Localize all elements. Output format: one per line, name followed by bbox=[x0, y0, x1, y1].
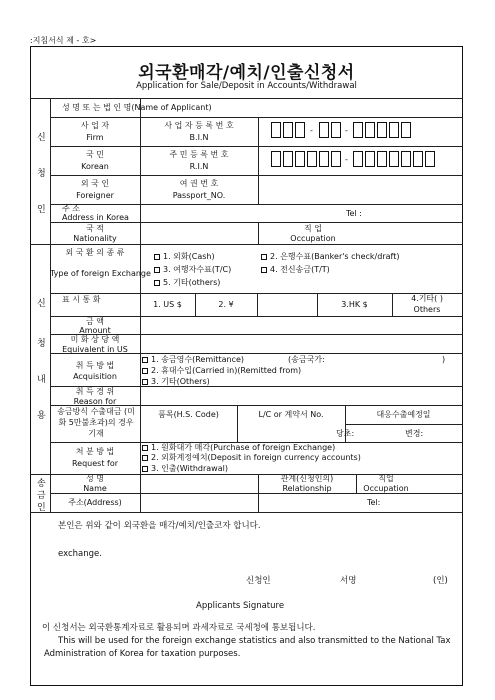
page-subtitle: Application for Sale/Deposit in Accounts/Withdrawal bbox=[136, 81, 357, 91]
section-remitter-char-1: 송 bbox=[37, 479, 46, 489]
currency-other-ko[interactable]: 4.기타( ) bbox=[411, 294, 443, 303]
korean-label-ko: 국 민 bbox=[86, 150, 104, 159]
amount-field[interactable] bbox=[141, 317, 462, 333]
reason-field[interactable] bbox=[141, 387, 462, 404]
currency-label: 표 시 통 화 bbox=[62, 295, 101, 304]
foreigner-label-en: Foreigner bbox=[76, 191, 114, 200]
remitter-address-field[interactable] bbox=[141, 494, 257, 511]
remitter-name-label-ko: 성 명 bbox=[86, 474, 104, 483]
request-label-en: Request for bbox=[71, 459, 119, 468]
section-details-char-1: 신 bbox=[37, 299, 46, 309]
remit-method-label: 송금방식 수출대금 (미화 5만불초과)의 경우 기재 bbox=[57, 407, 135, 438]
fx-type-option-5[interactable]: 5. 기타(others) bbox=[154, 278, 220, 288]
address-field[interactable] bbox=[141, 205, 341, 221]
passport-label-en: Passport_NO. bbox=[172, 191, 226, 200]
applicant-name-label: 성 명 또 는 법 인 명(Name of Applicant) bbox=[62, 103, 212, 112]
section-applicant-char-1: 신 bbox=[37, 133, 46, 143]
checkbox-icon bbox=[142, 466, 148, 472]
signature-label[interactable]: 서명 bbox=[340, 576, 357, 586]
request-option-2[interactable]: 2. 외화계정예치(Deposit in foreign currency accounts) bbox=[142, 453, 361, 463]
fx-type-option-1[interactable]: 1. 외화(Cash) bbox=[154, 252, 215, 262]
fx-type-label-ko: 외 국 환 의 종 류 bbox=[65, 248, 125, 257]
section-applicant-char-3: 인 bbox=[37, 205, 46, 215]
korean-label-en: Korean bbox=[81, 162, 109, 171]
address-label-ko: 주 소 bbox=[62, 204, 80, 213]
notice-ko: 이 신청서는 외국환통계자료로 활용되며 과세자료로 국세청에 통보됩니다. bbox=[42, 623, 316, 633]
remitter-tel-label: Tel: bbox=[367, 498, 381, 507]
remitter-occupation-label-en: Occupation bbox=[363, 484, 409, 493]
fx-type-option-3[interactable]: 3. 여행자수표(T/C) bbox=[154, 265, 231, 275]
fx-type-option-2[interactable]: 2. 은행수표(Banker's check/draft) bbox=[261, 252, 399, 262]
currency-usd[interactable]: 1. US $ bbox=[153, 300, 182, 309]
occupation-label-en: Occupation bbox=[290, 234, 336, 243]
checkbox-icon bbox=[142, 455, 148, 461]
passport-field[interactable] bbox=[259, 176, 462, 203]
section-details-char-4: 용 bbox=[37, 411, 46, 421]
checkbox-icon bbox=[142, 368, 148, 374]
checkbox-icon bbox=[142, 445, 148, 451]
lc-no-label: L/C or 계약서 No. bbox=[258, 410, 324, 419]
relationship-label: 관계(신청인의) Relationship bbox=[280, 474, 334, 493]
usd-equiv-label-ko: 미 화 상 당 액 bbox=[70, 335, 120, 344]
checkbox-icon bbox=[154, 280, 160, 286]
remitter-occupation-label-ko: 직업 bbox=[378, 474, 394, 483]
declaration-ko: 본인은 위와 같이 외국환을 매각/예치/인출코자 합니다. bbox=[58, 521, 261, 531]
occupation-label-ko: 직 업 bbox=[304, 224, 322, 233]
remit-country-label: (송금국가: bbox=[288, 355, 325, 364]
nationality-label-en: Nationality bbox=[73, 234, 117, 243]
rin-label-en: R.I.N bbox=[189, 162, 209, 171]
request-option-1[interactable]: 1. 원화대가 매각(Purchase of foreign Exchange) bbox=[142, 443, 335, 453]
currency-yen[interactable]: 2. ¥ bbox=[218, 300, 234, 309]
remitter-name-field[interactable] bbox=[141, 475, 257, 492]
checkbox-icon bbox=[261, 254, 267, 260]
checkbox-icon bbox=[154, 267, 160, 273]
form-number: :지침서식 제 - 호> bbox=[30, 36, 97, 45]
changed-date-label: 변경: bbox=[405, 429, 424, 438]
due-date-label: 당초: bbox=[336, 429, 355, 438]
notice-en-line-1: This will be used for the foreign exchange statistics and also transmitted to the National Tax bbox=[58, 636, 451, 646]
declaration-en: exchange. bbox=[58, 549, 102, 559]
reason-label-en: Reason for bbox=[73, 397, 117, 406]
currency-hkd[interactable]: 3.HK $ bbox=[341, 300, 368, 309]
acq-option-1[interactable]: 1. 송금영수(Remittance) bbox=[142, 355, 244, 365]
amount-label-en: Amount bbox=[79, 326, 111, 335]
fx-type-option-4[interactable]: 4. 전신송금(T/T) bbox=[261, 265, 330, 275]
section-details-char-2: 청 bbox=[37, 339, 46, 349]
section-remitter-char-3: 인 bbox=[37, 503, 46, 513]
seal-mark: (인) bbox=[433, 576, 448, 586]
acquisition-label-en: Acquisition bbox=[73, 372, 117, 381]
reason-label-ko: 취 득 경 위 bbox=[75, 387, 115, 396]
page-title: 외국환매각/예치/인출신청서 bbox=[138, 63, 355, 83]
request-option-3[interactable]: 3. 인출(Withdrawal) bbox=[142, 464, 228, 474]
checkbox-icon bbox=[154, 254, 160, 260]
currency-other-en: Others bbox=[413, 305, 441, 314]
applicant-signature-label: Applicants Signature bbox=[196, 601, 285, 611]
acq-option-3[interactable]: 3. 기타(Others) bbox=[142, 377, 210, 387]
foreigner-label-ko: 외 국 인 bbox=[80, 179, 110, 188]
section-details-char-3: 내 bbox=[37, 375, 46, 385]
rin-label-ko: 주 민 등 록 번 호 bbox=[169, 150, 229, 159]
hs-code-label: 품목(H.S. Code) bbox=[158, 410, 219, 419]
usd-equiv-field[interactable] bbox=[141, 335, 462, 352]
applicant-label: 신청인 bbox=[246, 576, 271, 586]
address-label-en: Address in Korea bbox=[62, 213, 129, 222]
firm-label-ko: 사 업 자 bbox=[80, 121, 110, 130]
export-date-label: 대응수출예정일 bbox=[376, 410, 431, 419]
remitter-address-label: 주소(Address) bbox=[68, 498, 122, 507]
remit-country-close: ) bbox=[442, 355, 446, 364]
acquisition-label-ko: 취 득 방 법 bbox=[75, 361, 115, 370]
applicant-name-field[interactable] bbox=[258, 99, 462, 116]
fx-type-label-en: Type of foreign Exchange bbox=[50, 269, 151, 278]
section-remitter-char-2: 금 bbox=[37, 491, 46, 501]
amount-label-ko: 금 액 bbox=[86, 317, 104, 326]
remitter-name-label-en: Name bbox=[83, 484, 107, 493]
checkbox-icon bbox=[261, 267, 267, 273]
checkbox-icon bbox=[142, 379, 148, 385]
bin-label-en: B.I.N bbox=[189, 133, 209, 142]
passport-label-ko: 여 권 번 호 bbox=[179, 179, 219, 188]
nationality-label-ko: 국 적 bbox=[86, 224, 104, 233]
bin-label-ko: 사 업 자 등 록 번 호 bbox=[164, 121, 234, 130]
request-label-ko: 처 분 방 법 bbox=[75, 447, 115, 456]
acq-option-2[interactable]: 2. 휴대수입(Carried in)(Remitted from) bbox=[142, 366, 301, 376]
usd-equiv-label-en: Equivalent in US bbox=[62, 345, 128, 354]
section-applicant-char-2: 청 bbox=[37, 169, 46, 179]
firm-label-en: Firm bbox=[86, 133, 104, 142]
notice-en-line-2: Administration of Korea for taxation purposes. bbox=[44, 649, 241, 659]
checkbox-icon bbox=[142, 357, 148, 363]
tel-label: Tel : bbox=[346, 209, 362, 218]
